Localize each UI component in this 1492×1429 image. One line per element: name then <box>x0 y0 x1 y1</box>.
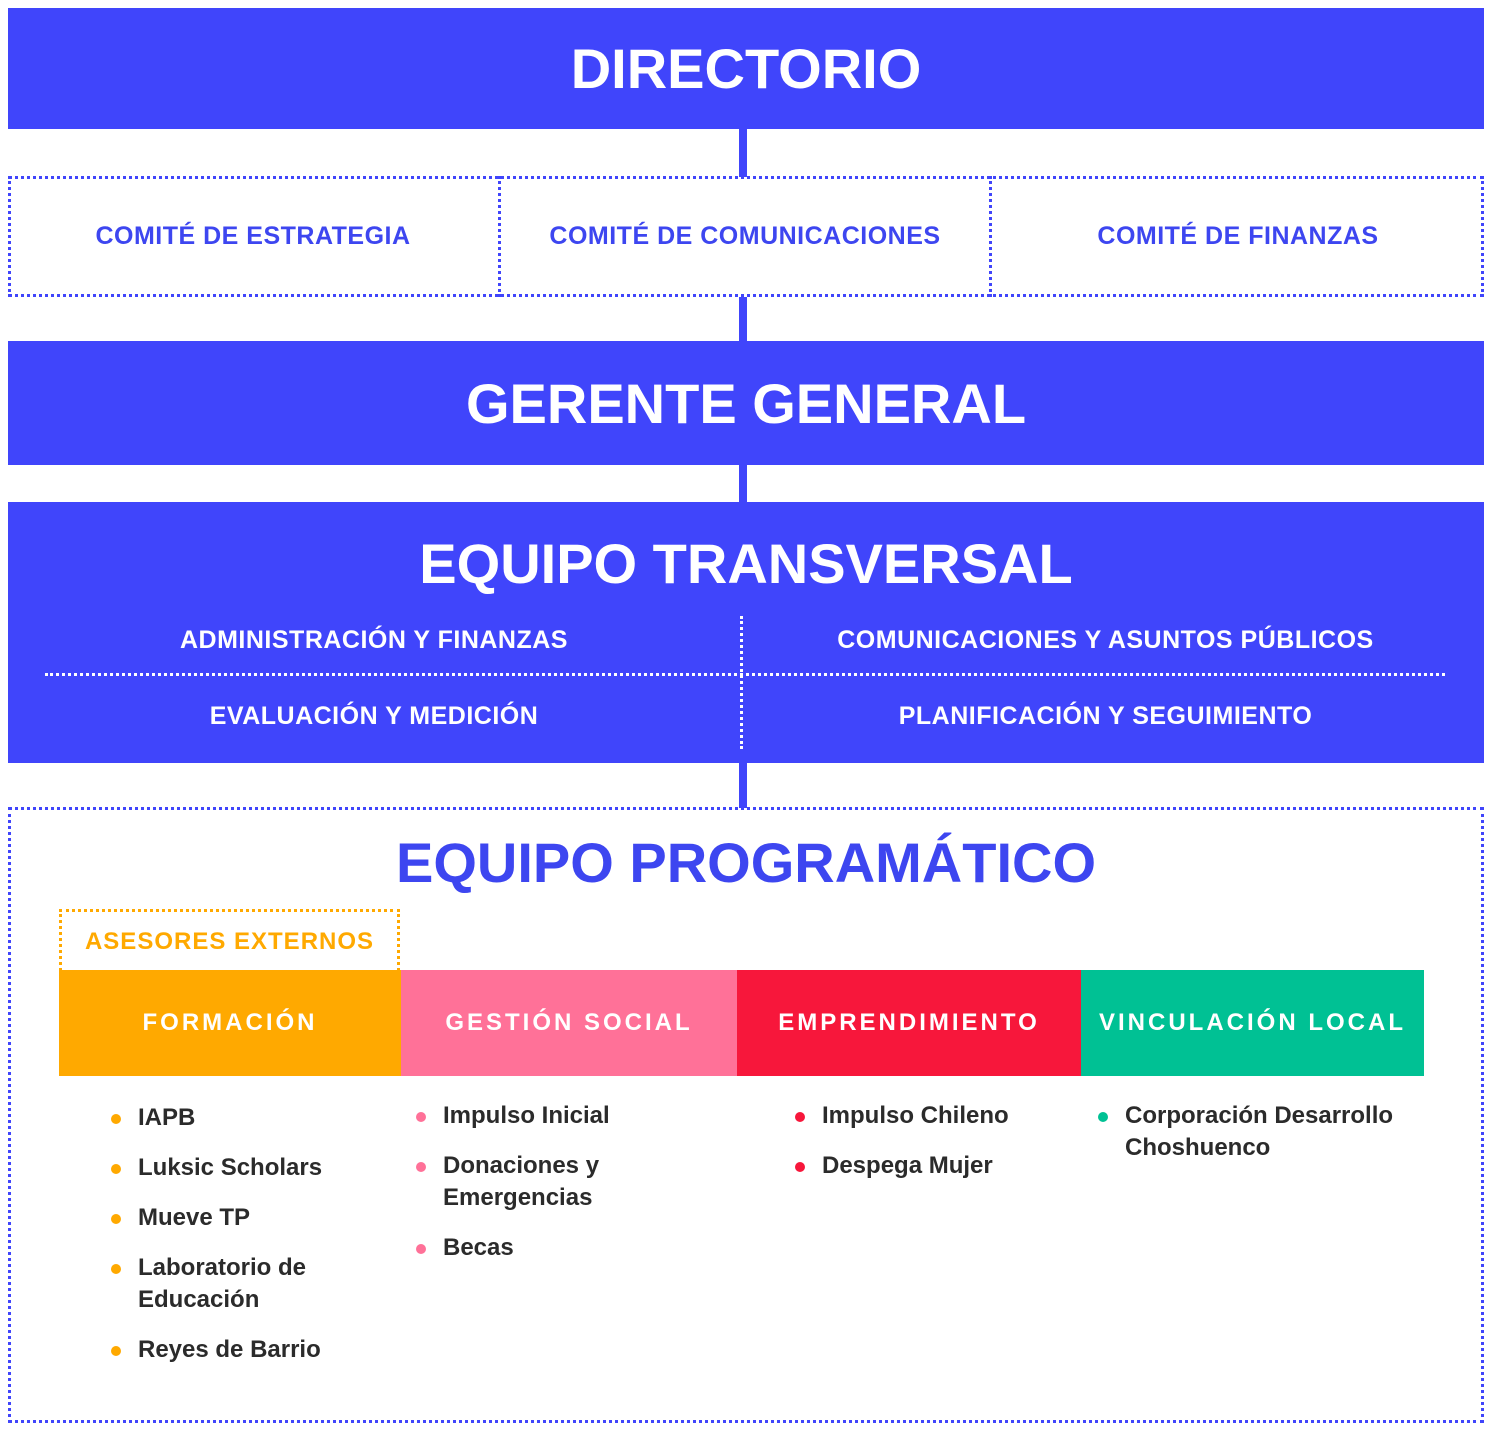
transversal-box <box>8 502 1484 763</box>
category-gestion-social: GESTIÓN SOCIAL <box>401 970 737 1076</box>
transversal-title: EQUIPO TRANSVERSAL <box>419 532 1073 595</box>
list-item: Mueve TP <box>108 1202 398 1234</box>
transversal-item-administracion: ADMINISTRACIÓN Y FINANZAS <box>180 625 568 654</box>
bullet-icon <box>795 1162 805 1172</box>
connector-line <box>739 297 747 342</box>
directorio-box <box>8 8 1484 129</box>
asesores-box <box>59 909 400 971</box>
list-item: Reyes de Barrio <box>108 1334 398 1366</box>
gerente-box <box>8 341 1484 465</box>
list-item: Impulso Inicial <box>413 1100 713 1132</box>
category-vinculacion-local: VINCULACIÓN LOCAL <box>1081 970 1424 1076</box>
bullet-icon <box>416 1112 426 1122</box>
connector-line <box>739 465 747 503</box>
committee-finanzas: COMITÉ DE FINANZAS <box>1097 222 1379 250</box>
bullet-icon <box>1098 1112 1108 1122</box>
bullet-icon <box>111 1114 121 1124</box>
gerente-title: GERENTE GENERAL <box>465 371 1027 435</box>
gestion-social-list <box>413 1100 713 1282</box>
committee-estrategia: COMITÉ DE ESTRATEGIA <box>95 222 411 250</box>
bullet-icon <box>795 1112 805 1122</box>
bullet-icon <box>416 1162 426 1172</box>
transversal-hdivider <box>45 673 1445 676</box>
category-emprendimiento: EMPRENDIMIENTO <box>737 970 1081 1076</box>
formacion-list <box>108 1102 398 1384</box>
category-formacion: FORMACIÓN <box>59 970 401 1076</box>
committee-comunicaciones: COMITÉ DE COMUNICACIONES <box>549 222 941 250</box>
bullet-icon <box>416 1244 426 1254</box>
asesores-label: ASESORES EXTERNOS <box>84 927 375 955</box>
list-item: Corporación Desarrollo Choshuenco <box>1095 1100 1425 1164</box>
transversal-item-planificacion: PLANIFICACIÓN Y SEGUIMIENTO <box>898 701 1313 730</box>
programatico-title: EQUIPO PROGRAMÁTICO <box>395 831 1097 894</box>
bullet-icon <box>111 1164 121 1174</box>
list-item: Becas <box>413 1232 713 1264</box>
list-item: Laboratorio de Educación <box>108 1252 338 1316</box>
list-item: Impulso Chileno <box>792 1100 1072 1132</box>
bullet-icon <box>111 1346 121 1356</box>
list-item: IAPB <box>108 1102 398 1134</box>
list-item: Luksic Scholars <box>108 1152 398 1184</box>
transversal-item-comunicaciones: COMUNICACIONES Y ASUNTOS PÚBLICOS <box>837 625 1374 654</box>
directorio-title: DIRECTORIO <box>570 37 922 100</box>
vinculacion-local-list <box>1095 1100 1415 1182</box>
list-item: Donaciones y Emergencias <box>413 1150 643 1214</box>
list-item: Despega Mujer <box>792 1150 1072 1182</box>
transversal-item-evaluacion: EVALUACIÓN Y MEDICIÓN <box>209 701 539 730</box>
emprendimiento-list <box>792 1100 1072 1200</box>
connector-line <box>739 129 747 177</box>
bullet-icon <box>111 1264 121 1274</box>
bullet-icon <box>111 1214 121 1224</box>
connector-line <box>739 763 747 808</box>
